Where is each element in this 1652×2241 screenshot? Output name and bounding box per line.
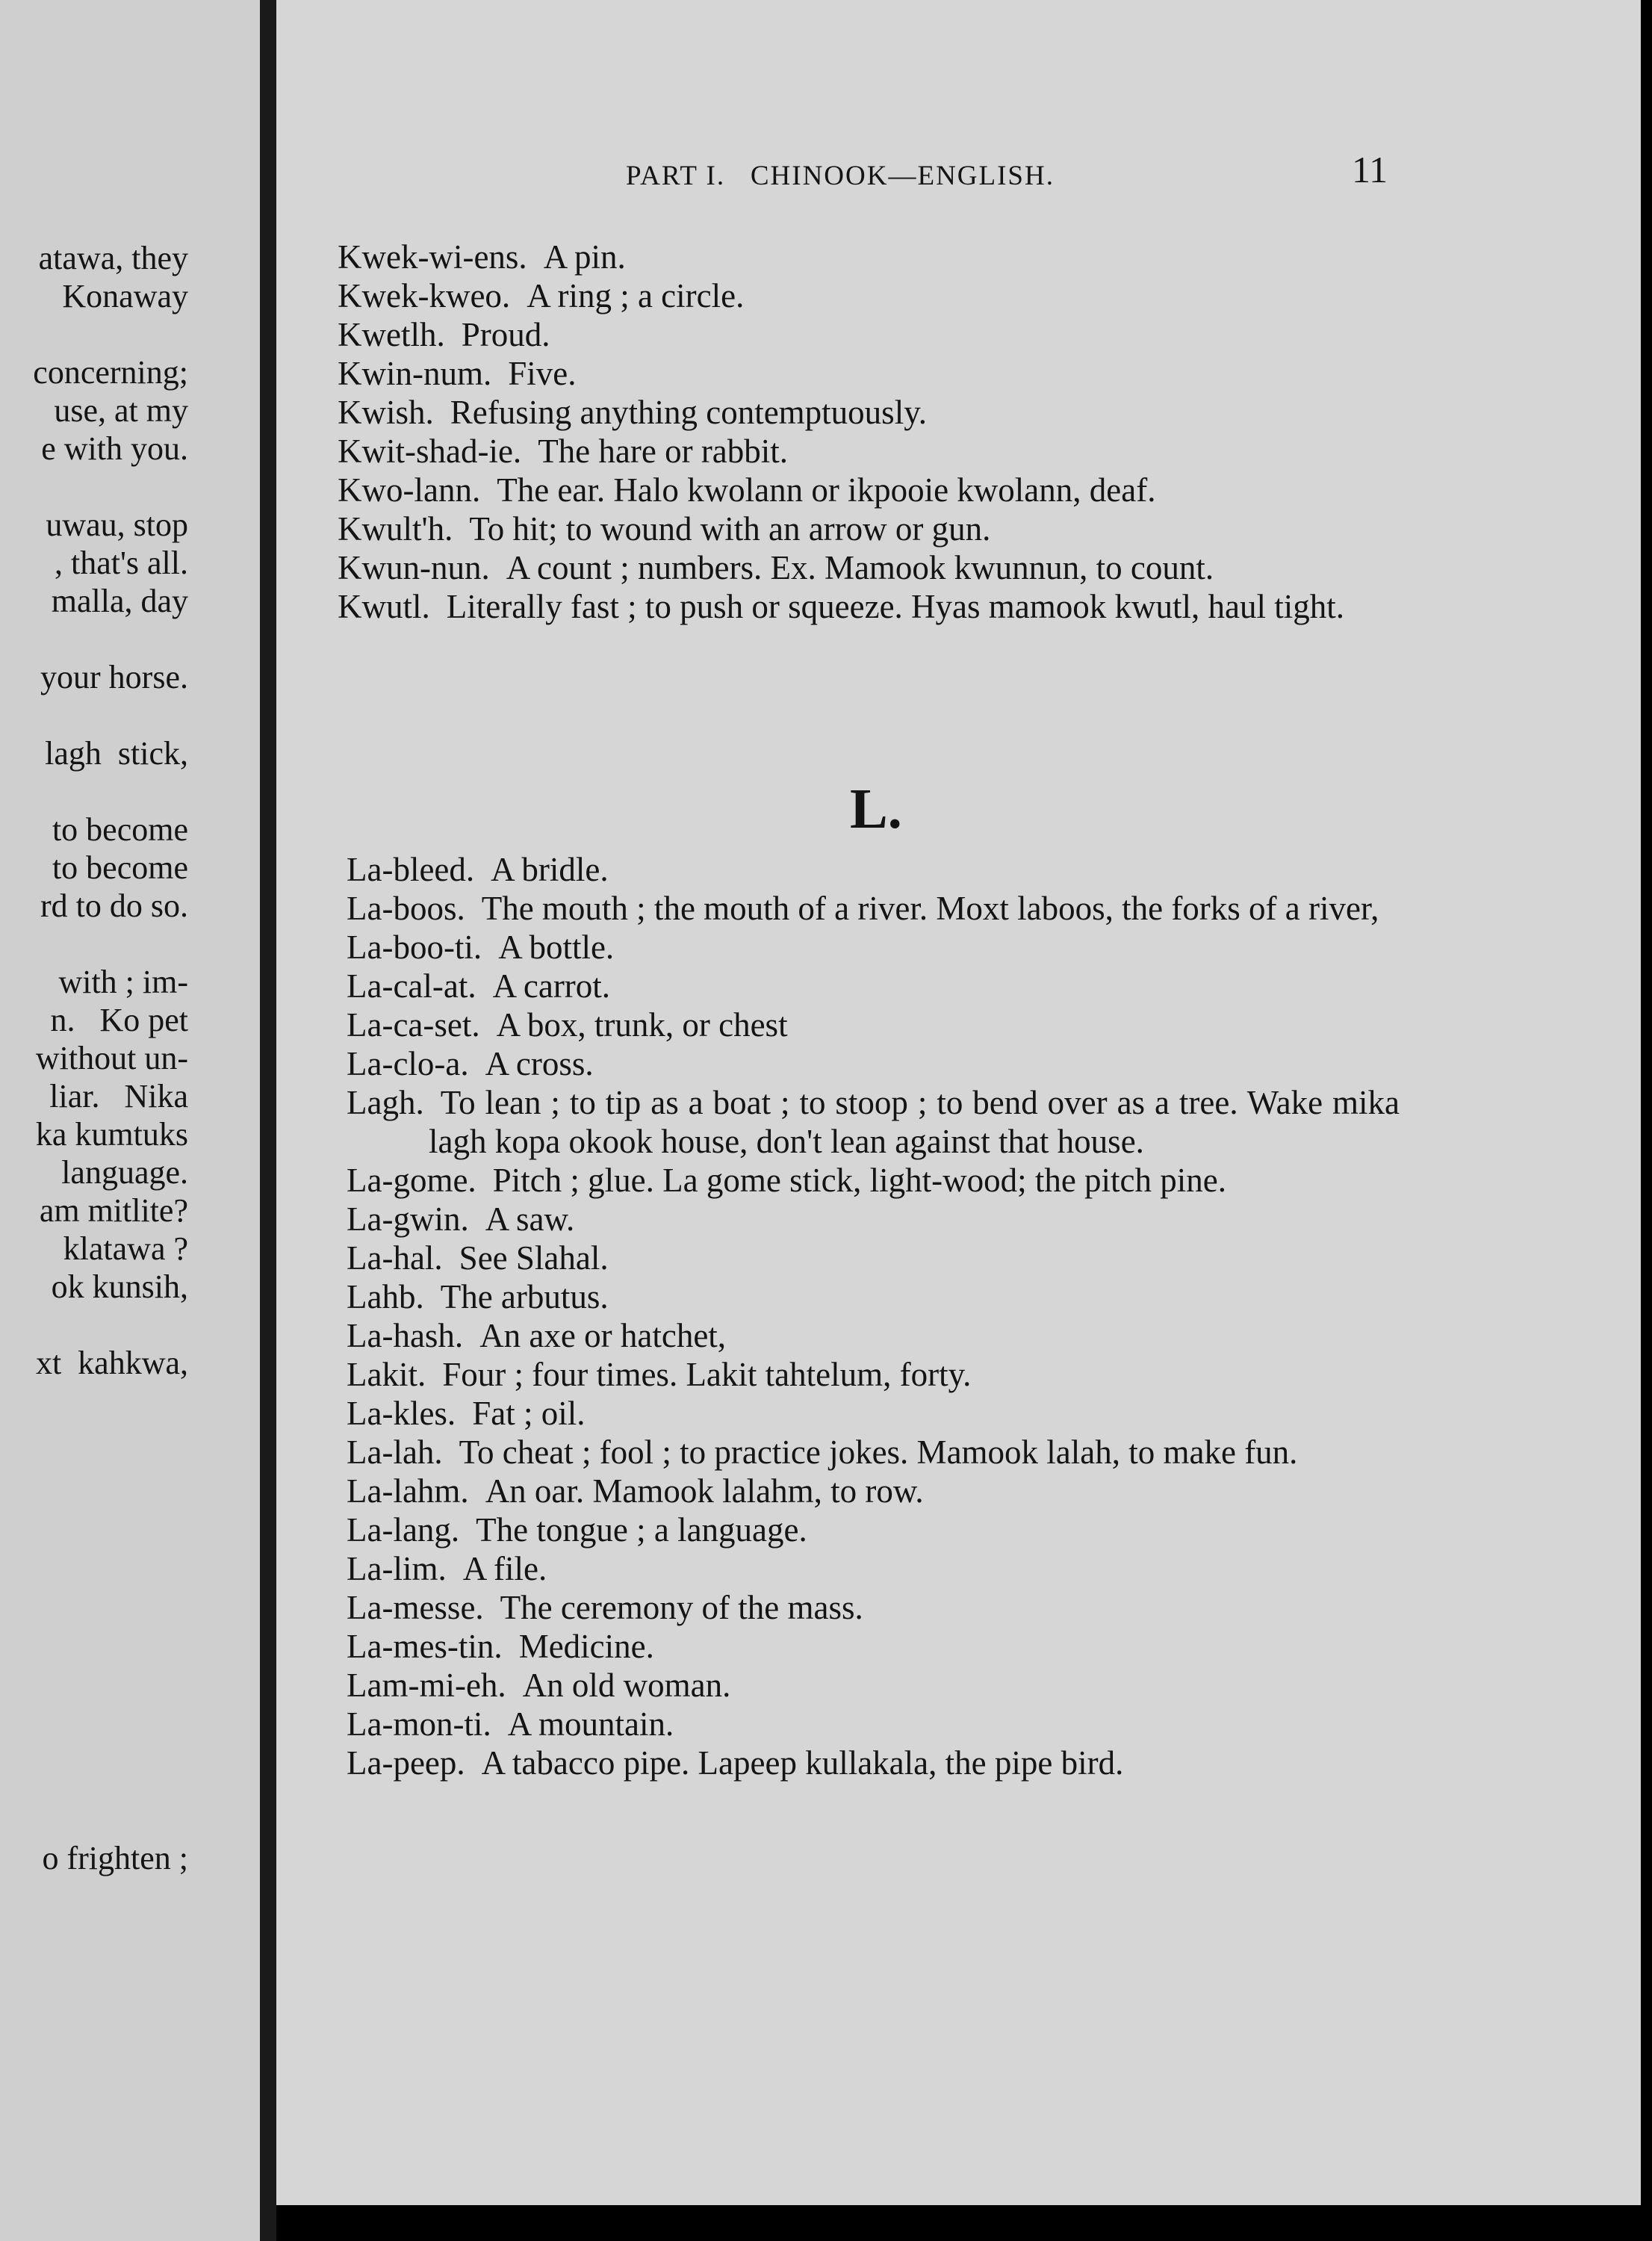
dictionary-entry	[347, 850, 1400, 889]
dictionary-entry	[338, 276, 1398, 315]
entry-headword: Kwetlh.	[338, 316, 445, 353]
facing-page-line: concerning;	[33, 354, 188, 391]
facing-page-line: o frighten ;	[42, 1840, 188, 1876]
dictionary-entry	[347, 1510, 1400, 1549]
dictionary-entry	[347, 1200, 1400, 1239]
entry-definition: Four ; four times. Lakit tahtelum, forty.	[442, 1356, 972, 1393]
entry-definition: A file.	[462, 1550, 547, 1587]
facing-page-line: use, at my	[54, 392, 188, 429]
dictionary-entry	[347, 1355, 1400, 1394]
facing-page-line: e with you.	[41, 430, 188, 467]
dictionary-entry	[347, 1394, 1400, 1433]
dictionary-entry	[338, 315, 1398, 354]
dictionary-entry	[338, 548, 1398, 587]
facing-page-line: xt kahkwa,	[35, 1345, 188, 1381]
dictionary-entry	[338, 587, 1398, 626]
facing-page-line: to become	[52, 849, 188, 886]
blank-line	[0, 1420, 188, 1458]
dictionary-entry	[347, 1277, 1400, 1316]
page-number: 11	[1352, 149, 1388, 190]
entry-definition: A bottle.	[498, 929, 615, 966]
entry-headword: La-lahm.	[347, 1472, 469, 1510]
facing-page-line: malla, day	[51, 583, 188, 619]
facing-page-line: am mitlite?	[39, 1192, 188, 1229]
entry-definition: A mountain.	[507, 1705, 674, 1743]
blank-line	[0, 1534, 188, 1572]
entry-headword: Lahb.	[347, 1278, 424, 1315]
dictionary-entry	[347, 1316, 1400, 1355]
entry-definition: A cross.	[485, 1045, 594, 1082]
entry-definition: The hare or rabbit.	[538, 433, 789, 470]
dictionary-entry	[347, 1433, 1400, 1472]
entry-definition: Literally fast ; to push or squeeze. Hyas mamook kwutl, haul tight.	[446, 588, 1345, 625]
dictionary-entry	[347, 1588, 1400, 1627]
dictionary-entry	[347, 1083, 1400, 1161]
dictionary-entry	[338, 471, 1398, 509]
entry-headword: Kwun-nun.	[338, 549, 490, 586]
entry-headword: Kwek-kweo.	[338, 277, 511, 314]
entry-headword: La-kles.	[347, 1395, 456, 1432]
facing-page-line: with ; im-	[58, 964, 188, 1000]
entry-definition: The arbutus.	[440, 1278, 609, 1315]
entry-headword: La-hal.	[347, 1239, 443, 1277]
entry-headword: Kwish.	[338, 394, 434, 431]
facing-page-line: atawa, they	[38, 240, 188, 276]
entry-headword: La-lang.	[347, 1511, 460, 1549]
dictionary-entry	[347, 1239, 1400, 1277]
blank-line	[0, 620, 188, 658]
blank-line	[0, 696, 188, 734]
facing-page-line: without un-	[35, 1040, 188, 1076]
entry-definition: See Slahal.	[459, 1239, 609, 1277]
blank-line	[0, 1763, 188, 1801]
entry-headword: La-boo-ti.	[347, 929, 482, 966]
facing-page-line: klatawa ?	[63, 1230, 188, 1267]
blank-line	[0, 315, 188, 353]
dictionary-entry	[338, 238, 1398, 276]
facing-page-line: uwau, stop	[46, 506, 188, 543]
blank-line	[0, 1649, 188, 1687]
entry-definition: Medicine.	[518, 1628, 654, 1665]
facing-page-line: n. Ko pet	[50, 1002, 188, 1038]
dictionary-entry	[347, 889, 1400, 928]
entry-definition: To lean ; to tip as a boat ; to stoop ; to bend over as a tree. Wake mika lagh kopa okook house, don't lean against that house.	[429, 1084, 1400, 1160]
facing-page-text	[0, 239, 188, 1877]
running-head: PART I. CHINOOK—ENGLISH.	[626, 161, 1055, 191]
entry-headword: La-hash.	[347, 1317, 464, 1354]
entry-headword: La-mon-ti.	[347, 1705, 491, 1743]
dictionary-entry	[338, 354, 1398, 393]
entry-definition: A pin.	[543, 238, 626, 276]
entry-headword: La-messe.	[347, 1589, 484, 1626]
facing-page-fragment	[0, 0, 260, 2241]
blank-line	[0, 1496, 188, 1534]
entry-headword: La-ca-set.	[347, 1006, 480, 1044]
entry-definition: Refusing anything contemptuously.	[450, 394, 928, 431]
section-heading-l: L.	[850, 778, 902, 840]
dictionary-entry	[347, 1472, 1400, 1510]
entry-headword: Kwo-lann.	[338, 471, 481, 509]
entry-definition: A ring ; a circle.	[527, 277, 745, 314]
entry-headword: Lagh.	[347, 1084, 424, 1121]
facing-page-line: liar. Nika	[49, 1078, 188, 1115]
dictionary-entry	[347, 1161, 1400, 1200]
entry-definition: An old woman.	[522, 1667, 731, 1704]
facing-page-line: language.	[61, 1154, 188, 1191]
entry-definition: A bridle.	[491, 851, 609, 888]
entry-headword: La-gwin.	[347, 1200, 469, 1238]
entry-headword: La-gome.	[347, 1162, 476, 1199]
facing-page-line: your horse.	[40, 659, 188, 695]
blank-line	[0, 1801, 188, 1839]
blank-line	[0, 1687, 188, 1725]
blank-line	[0, 1458, 188, 1496]
entry-headword: Kwutl.	[338, 588, 430, 625]
entries-section-l	[347, 850, 1400, 1782]
entry-definition: The mouth ; the mouth of a river. Moxt laboos, the forks of a river,	[481, 890, 1379, 927]
entry-definition: A count ; numbers. Ex. Mamook kwunnun, to count.	[506, 549, 1214, 586]
entry-definition: Proud.	[461, 316, 550, 353]
entry-headword: Kwek-wi-ens.	[338, 238, 527, 276]
facing-page-line: to become	[52, 811, 188, 848]
entry-headword: La-boos.	[347, 890, 465, 927]
entry-definition: A box, trunk, or chest	[496, 1006, 788, 1044]
facing-page-line: Konaway	[62, 278, 188, 314]
dictionary-entry	[347, 1627, 1400, 1666]
dictionary-entry	[347, 967, 1400, 1005]
entry-headword: La-mes-tin.	[347, 1628, 503, 1665]
entry-headword: La-bleed.	[347, 851, 475, 888]
scan-border	[1641, 0, 1652, 2241]
entry-definition: A saw.	[485, 1200, 575, 1238]
entry-definition: A tabacco pipe. Lapeep kullakala, the pipe bird.	[481, 1744, 1124, 1782]
blank-line	[0, 1382, 188, 1420]
facing-page-line: lagh stick,	[45, 735, 188, 772]
dictionary-entry	[347, 1044, 1400, 1083]
entry-headword: La-lah.	[347, 1433, 443, 1471]
dictionary-entry	[347, 1549, 1400, 1588]
dictionary-entry	[347, 1705, 1400, 1743]
facing-page-line: rd to do so.	[40, 887, 188, 924]
blank-line	[0, 1611, 188, 1649]
blank-line	[0, 1725, 188, 1763]
blank-line	[0, 925, 188, 963]
entry-definition: An oar. Mamook lalahm, to row.	[485, 1472, 924, 1510]
dictionary-entry	[338, 393, 1398, 432]
entry-headword: La-peep.	[347, 1744, 465, 1782]
entry-headword: La-cal-at.	[347, 967, 476, 1005]
facing-page-line: ka kumtuks	[35, 1116, 188, 1153]
dictionary-entry	[338, 509, 1398, 548]
entry-definition: To cheat ; fool ; to practice jokes. Mamook lalah, to make fun.	[459, 1433, 1298, 1471]
entry-headword: Lakit.	[347, 1356, 426, 1393]
entry-headword: La-lim.	[347, 1550, 447, 1587]
entry-headword: Kwult'h.	[338, 510, 453, 548]
entry-definition: Pitch ; glue. La gome stick, light-wood; the pitch pine.	[492, 1162, 1227, 1199]
dictionary-entry	[347, 1005, 1400, 1044]
facing-page-line: , that's all.	[54, 545, 188, 581]
entry-definition: The tongue ; a language.	[476, 1511, 807, 1549]
dictionary-entry	[347, 928, 1400, 967]
facing-page-line: ok kunsih,	[51, 1268, 188, 1305]
entry-definition: The ceremony of the mass.	[500, 1589, 863, 1626]
entry-headword: Kwin-num.	[338, 355, 492, 392]
dictionary-entry	[338, 432, 1398, 471]
entry-headword: Kwit-shad-ie.	[338, 433, 522, 470]
entry-definition: The ear. Halo kwolann or ikpooie kwolann, deaf.	[497, 471, 1156, 509]
entry-definition: A carrot.	[492, 967, 611, 1005]
blank-line	[0, 1306, 188, 1344]
blank-line	[0, 772, 188, 810]
entry-definition: Fat ; oil.	[472, 1395, 586, 1432]
book-gutter	[260, 0, 276, 2241]
dictionary-entry	[347, 1743, 1400, 1782]
entry-definition: Five.	[508, 355, 577, 392]
blank-line	[0, 1572, 188, 1611]
blank-line	[0, 468, 188, 506]
entry-definition: An axe or hatchet,	[479, 1317, 727, 1354]
dictionary-entry	[347, 1666, 1400, 1705]
entry-headword: Lam-mi-eh.	[347, 1667, 506, 1704]
entries-section-k	[338, 238, 1398, 626]
entry-definition: To hit; to wound with an arrow or gun.	[469, 510, 991, 548]
entry-headword: La-clo-a.	[347, 1045, 469, 1082]
